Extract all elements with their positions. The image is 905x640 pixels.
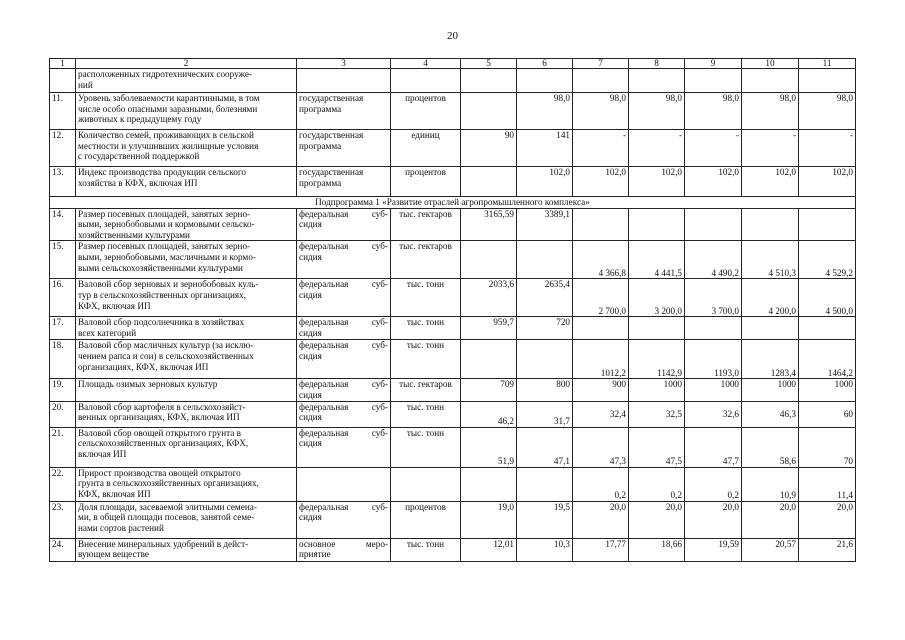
unit-cell: тыс. тонн (391, 279, 461, 317)
unit-cell: тыс. тонн (391, 317, 461, 340)
row-number-cell: 16. (50, 279, 76, 317)
indicator-name-cell: Валовой сбор овощей открытого грунта в сельскохозяйственных организациях, КФХ, включая ИП (76, 427, 297, 467)
value-cell (629, 317, 685, 340)
value-cell: 1000 (629, 379, 685, 401)
value-cell: 102,0 (742, 167, 799, 197)
value-cell (799, 317, 856, 340)
indicator-name-cell: Внесение минеральных удобрений в дейст- вующем веществе (76, 538, 297, 561)
unit-cell (391, 69, 461, 93)
value-cell: 102,0 (573, 167, 629, 197)
value-cell: 709 (461, 379, 517, 401)
value-cell: 98,0 (799, 93, 856, 130)
value-cell: 20,0 (629, 501, 685, 538)
unit-cell: тыс. гектаров (391, 379, 461, 401)
value-cell: 1000 (742, 379, 799, 401)
source-cell: федеральная суб- сидия (297, 379, 391, 401)
row-number-cell: 15. (50, 241, 76, 279)
value-cell: 1193,0 (685, 340, 742, 379)
value-cell: 900 (573, 379, 629, 401)
value-cell (517, 69, 573, 93)
indicator-name-cell: Размер посевных площадей, занятых зерно- выми, зернобобовыми, масличными и кормо- выми сельскохозяйственными культурами (76, 241, 297, 279)
value-cell: 58,6 (742, 427, 799, 467)
source-cell: федеральная суб- сидия (297, 279, 391, 317)
indicator-name-cell: Индекс производства продукции сельского хозяйства в КФХ, включая ИП (76, 167, 297, 197)
value-cell: 17,77 (573, 538, 629, 561)
table-row (50, 427, 856, 467)
value-cell: - (573, 130, 629, 167)
value-cell: 10,3 (517, 538, 573, 561)
value-cell: 4 510,3 (742, 241, 799, 279)
value-cell: 800 (517, 379, 573, 401)
header-cell: 3 (297, 59, 391, 69)
header-cell: 11 (799, 59, 856, 69)
value-cell: - (629, 130, 685, 167)
source-cell: федеральная суб- сидия (297, 501, 391, 538)
table-row (50, 379, 856, 401)
value-cell: 47,7 (685, 427, 742, 467)
unit-cell: процентов (391, 167, 461, 197)
value-cell (685, 317, 742, 340)
header-cell: 4 (391, 59, 461, 69)
value-cell: 98,0 (629, 93, 685, 130)
value-cell: - (742, 130, 799, 167)
value-cell: 3389,1 (517, 208, 573, 241)
table-row (50, 467, 856, 501)
value-cell: 20,0 (799, 501, 856, 538)
value-cell: - (799, 130, 856, 167)
value-cell: 19,5 (517, 501, 573, 538)
value-cell: 0,2 (629, 467, 685, 501)
indicator-name-cell: Доля площади, засеваемой элитными семена- ми, в общей площади посевов, занятой семе- нами сортов растений (76, 501, 297, 538)
value-cell: 90 (461, 130, 517, 167)
row-number-cell: 18. (50, 340, 76, 379)
table-row (50, 93, 856, 130)
value-cell: 31,7 (517, 401, 573, 427)
unit-cell: тыс. тонн (391, 401, 461, 427)
header-cell: 1 (50, 59, 76, 69)
header-cell: 5 (461, 59, 517, 69)
indicators-table (49, 58, 856, 562)
value-cell: 18,66 (629, 538, 685, 561)
value-cell: 10,9 (742, 467, 799, 501)
value-cell: 141 (517, 130, 573, 167)
unit-cell: процентов (391, 501, 461, 538)
value-cell: 1464,2 (799, 340, 856, 379)
value-cell (573, 317, 629, 340)
row-number-cell: 19. (50, 379, 76, 401)
value-cell: 102,0 (517, 167, 573, 197)
value-cell: 98,0 (573, 93, 629, 130)
table-row (50, 167, 856, 197)
header-row (50, 59, 856, 69)
value-cell: 102,0 (685, 167, 742, 197)
value-cell (742, 69, 799, 93)
header-cell: 6 (517, 59, 573, 69)
indicator-name-cell: Размер посевных площадей, занятых зерно- выми, зернобобовыми и кормовыми сельско- хозяйственными культурами (76, 208, 297, 241)
row-number-cell: 13. (50, 167, 76, 197)
table-row (50, 401, 856, 427)
value-cell (742, 317, 799, 340)
value-cell: 4 490,2 (685, 241, 742, 279)
value-cell: 1000 (799, 379, 856, 401)
value-cell (461, 340, 517, 379)
source-cell: государственная программа (297, 93, 391, 130)
value-cell (461, 241, 517, 279)
table-row (50, 208, 856, 241)
value-cell: 47,5 (629, 427, 685, 467)
value-cell (685, 208, 742, 241)
value-cell: 0,2 (685, 467, 742, 501)
table-row (50, 317, 856, 340)
row-number-cell: 22. (50, 467, 76, 501)
value-cell (685, 69, 742, 93)
value-cell (573, 208, 629, 241)
table-row (50, 130, 856, 167)
row-number-cell: 12. (50, 130, 76, 167)
indicator-name-cell: Валовой сбор масличных культур (за исклю- чением рапса и сои) в сельскохозяйственных организациях, КФХ, включая ИП (76, 340, 297, 379)
value-cell: 4 200,0 (742, 279, 799, 317)
row-number-cell: 21. (50, 427, 76, 467)
header-cell: 9 (685, 59, 742, 69)
source-cell: федеральная суб- сидия (297, 241, 391, 279)
table-row-continuation (50, 69, 856, 93)
value-cell (517, 467, 573, 501)
value-cell: 3165,59 (461, 208, 517, 241)
indicator-name-cell: Площадь озимых зерновых культур (76, 379, 297, 401)
row-number-cell (50, 69, 76, 93)
indicator-name-cell: Прирост производства овощей открытого грунта в сельскохозяйственных организациях, КФХ, включая ИП (76, 467, 297, 501)
source-cell: федеральная суб- сидия (297, 340, 391, 379)
value-cell: 32,6 (685, 401, 742, 427)
value-cell: 3 200,0 (629, 279, 685, 317)
table-row (50, 538, 856, 561)
value-cell (629, 208, 685, 241)
unit-cell: единиц (391, 130, 461, 167)
value-cell (517, 241, 573, 279)
value-cell: 102,0 (629, 167, 685, 197)
indicator-name-cell: Валовой сбор подсолнечника в хозяйствах всех категорий (76, 317, 297, 340)
subprogram-title: Подпрограмма 1 «Развитие отраслей агропромышленного комплекса» (50, 197, 856, 209)
value-cell: 2033,6 (461, 279, 517, 317)
unit-cell: тыс. тонн (391, 538, 461, 561)
source-cell: федеральная суб- сидия (297, 317, 391, 340)
source-cell: государственная программа (297, 130, 391, 167)
value-cell: 20,0 (742, 501, 799, 538)
value-cell: 959,7 (461, 317, 517, 340)
indicator-name-cell: Количество семей, проживающих в сельской местности и улучшивших жилищные условия с государственной поддержкой (76, 130, 297, 167)
row-number-cell: 11. (50, 93, 76, 130)
page-number: 20 (447, 30, 458, 42)
value-cell: 4 500,0 (799, 279, 856, 317)
value-cell: 19,59 (685, 538, 742, 561)
value-cell (461, 167, 517, 197)
value-cell (799, 208, 856, 241)
value-cell (461, 467, 517, 501)
subprogram-row (50, 197, 856, 209)
source-cell (297, 69, 391, 93)
value-cell: - (685, 130, 742, 167)
row-number-cell: 23. (50, 501, 76, 538)
value-cell: 102,0 (799, 167, 856, 197)
source-cell: федеральная суб- сидия (297, 427, 391, 467)
source-cell: основное меро- приятие (297, 538, 391, 561)
value-cell: 1012,2 (573, 340, 629, 379)
value-cell (517, 340, 573, 379)
value-cell: 46,3 (742, 401, 799, 427)
header-cell: 8 (629, 59, 685, 69)
value-cell: 47,1 (517, 427, 573, 467)
table-row (50, 501, 856, 538)
value-cell: 1142,9 (629, 340, 685, 379)
value-cell: 1000 (685, 379, 742, 401)
value-cell: 51,9 (461, 427, 517, 467)
table-row (50, 340, 856, 379)
value-cell: 4 441,5 (629, 241, 685, 279)
value-cell (461, 69, 517, 93)
indicator-name-cell: расположенных гидротехнических сооруже- ний (76, 69, 297, 93)
source-cell: федеральная суб- сидия (297, 401, 391, 427)
value-cell: 98,0 (742, 93, 799, 130)
value-cell: 98,0 (685, 93, 742, 130)
value-cell: 70 (799, 427, 856, 467)
unit-cell: тыс. тонн (391, 427, 461, 467)
value-cell (461, 93, 517, 130)
value-cell: 1283,4 (742, 340, 799, 379)
value-cell (799, 69, 856, 93)
unit-cell: тыс. гектаров (391, 208, 461, 241)
value-cell: 3 700,0 (685, 279, 742, 317)
value-cell: 98,0 (517, 93, 573, 130)
value-cell: 4 529,2 (799, 241, 856, 279)
value-cell: 11,4 (799, 467, 856, 501)
row-number-cell: 20. (50, 401, 76, 427)
value-cell: 32,5 (629, 401, 685, 427)
indicator-name-cell: Валовой сбор картофеля в сельскохозяйст- венных организациях, КФХ, включая ИП (76, 401, 297, 427)
value-cell: 19,0 (461, 501, 517, 538)
unit-cell: процентов (391, 93, 461, 130)
value-cell (573, 69, 629, 93)
indicator-name-cell: Валовой сбор зерновых и зернобобовых куль- тур в сельскохозяйственных организациях, КФХ, включая ИП (76, 279, 297, 317)
value-cell: 0,2 (573, 467, 629, 501)
value-cell: 20,0 (685, 501, 742, 538)
row-number-cell: 17. (50, 317, 76, 340)
header-cell: 2 (76, 59, 297, 69)
unit-cell (391, 467, 461, 501)
source-cell: государственная программа (297, 167, 391, 197)
value-cell (629, 69, 685, 93)
header-cell: 7 (573, 59, 629, 69)
row-number-cell: 24. (50, 538, 76, 561)
unit-cell: тыс. тонн (391, 340, 461, 379)
table-row (50, 279, 856, 317)
row-number-cell: 14. (50, 208, 76, 241)
unit-cell: тыс. гектаров (391, 241, 461, 279)
value-cell: 21,6 (799, 538, 856, 561)
header-cell: 10 (742, 59, 799, 69)
source-cell: федеральная суб- сидия (297, 208, 391, 241)
value-cell: 720 (517, 317, 573, 340)
value-cell (742, 208, 799, 241)
value-cell: 20,0 (573, 501, 629, 538)
value-cell: 2 700,0 (573, 279, 629, 317)
value-cell: 20,57 (742, 538, 799, 561)
table-row (50, 241, 856, 279)
value-cell: 46,2 (461, 401, 517, 427)
value-cell: 47,3 (573, 427, 629, 467)
value-cell: 4 366,8 (573, 241, 629, 279)
value-cell: 60 (799, 401, 856, 427)
indicator-name-cell: Уровень заболеваемости карантинными, в том числе особо опасными заразными, болезнями животных к предыдущему году (76, 93, 297, 130)
value-cell: 2635,4 (517, 279, 573, 317)
source-cell (297, 467, 391, 501)
value-cell: 32,4 (573, 401, 629, 427)
value-cell: 12,01 (461, 538, 517, 561)
